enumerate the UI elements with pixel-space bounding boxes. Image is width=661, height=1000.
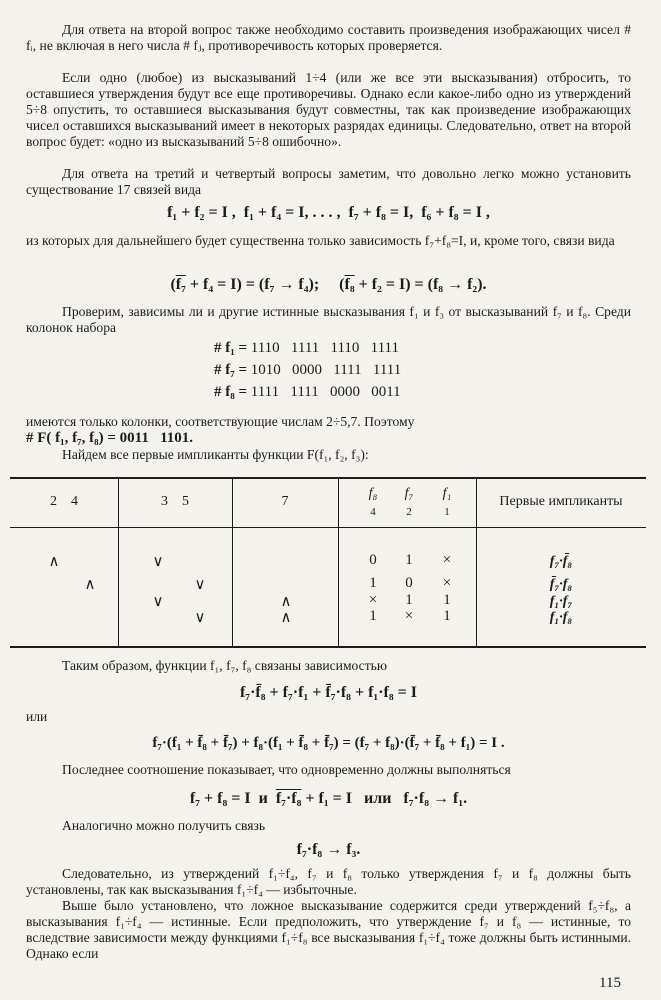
formula-implications: (f₇ + f₄ = I) = (f₇ → f₄); (f₈ + f₂ = I) = (f₈ → f₂). [170,276,487,293]
set-f7: # f₇ = 1010 0000 1111 1111 [214,362,402,378]
header-var-f8: f₈ [368,486,378,501]
paragraph-6: имеются только колонки, соответствующие числам 2÷5,7. Поэтому [26,414,415,429]
set-f1: # f₁ = 1110 1111 1110 1111 [214,340,399,356]
row-1-col-2-4: ∧ [48,554,60,570]
row-3-bit-2: 1 [405,592,413,608]
row-3-implicant: f₁·f₇ [549,594,573,609]
paragraph-1: Для ответа на второй вопрос также необходимо составить произведения изображающих чисел # fᵢ, не включая в него числа # fⱼ, противоречивость которых проверяется. [26,22,631,53]
paragraph-3: Для ответа на третий и четвертый вопросы заметим, что довольно легко можно установить существование 17 связей вида [26,166,631,197]
header-col-3-5: 3 5 [161,494,189,509]
row-4-implicant: f₁·f₈ [549,610,573,625]
row-4-col-7: ∧ [280,610,292,626]
paragraph-13: Выше было установлено, что ложное высказывание содержится среди утверждений f₅÷f₈, а высказывания f₁÷f₄ — истинные. Если предположить, что утверждение f₇ и f₈ — истинные, то вследствие зависимости между функциями f₁÷f₈ все высказывания f₁÷f₄ тоже должны быть истинными. Однако если [26,898,631,961]
row-1-implicant: f₇·f̄₈ [549,554,573,569]
paragraph-8: Таким образом, функции f₁, f₇, f₈ связаны зависимостью [62,658,388,673]
row-1-bit-3: × [442,552,452,568]
header-col-7: 7 [281,494,289,509]
formula-simultaneous: f₇ + f₈ = I и f₇·f₈ + f₁ = I или f₇·f₈ → f₁. [189,790,468,807]
row-3-bit-3: 1 [443,592,451,608]
row-3-col-3-5: ∨ [152,594,164,610]
row-1-col-3-5: ∨ [152,554,164,570]
page-number: 115 [599,975,621,991]
paragraph-9: или [26,709,48,724]
set-f8: # f₈ = 1111 1111 0000 0011 [214,384,401,400]
paragraph-4: из которых для дальнейшего будет существенна только зависимость f₇+f₈=I, и, кроме того, связи вида [26,233,615,248]
header-implicants: Первые импликанты [499,494,623,509]
formula-F: # F( f₁, f₇, f₈) = 0011 1101. [26,430,194,446]
header-weight-1: 1 [444,506,450,518]
paragraph-11: Аналогично можно получить связь [62,818,266,833]
row-2-col-2-4: ∧ [84,577,96,593]
paragraph-12: Следовательно, из утверждений f₁÷f₄, f₇ и f₈ только утверждения f₇ и f₈ должны быть установлены, так как высказывания f₁÷f₄ — избыточные. [26,866,631,897]
row-3-col-7: ∧ [280,594,292,610]
formula-dependency-1: f₇·f̄₈ + f₇·f₁ + f̄₇·f₈ + f₁·f₈ = I [239,684,418,701]
row-2-bit-2: 0 [405,575,413,591]
row-3-bit-1: × [368,592,378,608]
row-2-bit-3: × [442,575,452,591]
row-1-bit-1: 0 [369,552,377,568]
header-col-2-4: 2 4 [50,494,78,509]
formula-dependency-2: f₇·(f₁ + f̄₈ + f̄₇) + f₈·(f₁ + f̄₈ + f̄₇) = (f₇ + f₈)·(f̄₇ + f̄₈ + f₁) = I . [152,735,505,751]
header-var-f7: f₇ [404,486,414,501]
row-4-col-3-5: ∨ [194,610,206,626]
paragraph-2: Если одно (любое) из высказываний 1÷4 (или же все эти высказывания) отбросить, то оставшиеся утверждения будут все еще противоречивы. Однако если какое-либо одно из утверждений 5÷8 опустить, то оставшиеся высказывания будут совместны, так как произведение изображающих чисел оставшихся высказываний имеет в некоторых разрядах единицы. Следовательно, ответ на второй вопрос будет: «одно из высказываний 5÷8 ошибочно». [26,70,631,149]
header-var-f1: f₁ [442,486,452,501]
formula-links: f₁ + f₂ = I , f₁ + f₄ = I, . . . , f₇ + f₈ = I, f₆ + f₈ = I , [167,204,490,221]
header-weight-2: 2 [406,506,412,518]
row-2-col-3-5: ∨ [194,577,206,593]
row-4-bit-2: × [404,608,414,624]
paragraph-10: Последнее соотношение показывает, что одновременно должны выполняться [62,762,511,777]
row-2-bit-1: 1 [369,575,377,591]
paragraph-5: Проверим, зависимы ли и другие истинные высказывания f₁ и f₃ от высказываний f₇ и f₈. Среди колонок набора [26,304,631,335]
row-2-implicant: f̄₇·f₈ [549,577,573,592]
paragraph-7: Найдем все первые импликанты функции F(f₁, f₂, f₃): [62,447,369,462]
row-1-bit-2: 1 [405,552,413,568]
row-4-bit-3: 1 [443,608,451,624]
header-weight-4: 4 [370,506,376,518]
row-4-bit-1: 1 [369,608,377,624]
formula-link-2: f₇·f₈ → f₃. [296,841,361,858]
